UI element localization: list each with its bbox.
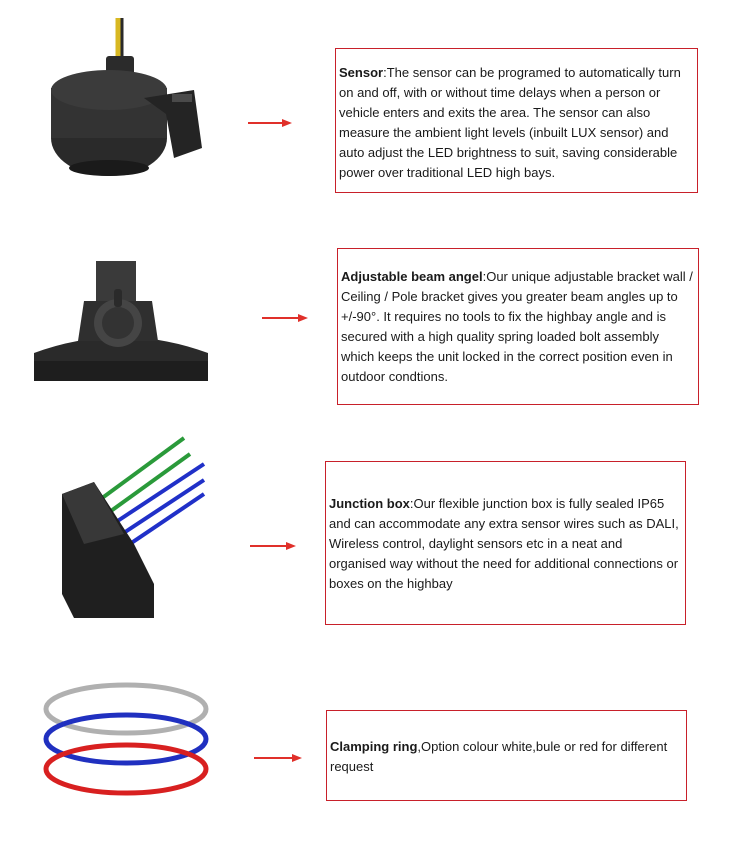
sensor-product-image bbox=[44, 18, 210, 188]
feature-box-adjustable-beam: Adjustable beam angel:Our unique adjustable bracket wall / Ceiling / Pole bracket gives you greater beam angles up to +/-90°. It requires no tools to fix the highbay angle and is secured with a high quality spring loaded bolt assembly which keeps the unit locked in the correct position even in outdoor condtions. bbox=[337, 248, 699, 405]
feature-box-sensor: Sensor:The sensor can be programed to automatically turn on and off, with or without time delays when a person or vehicle enters and exits the area. The sensor can also measure the ambient light levels (inbuilt LUX sensor) and auto adjust the LED brightness to suit, saving considerable power over traditional LED high bays. bbox=[335, 48, 698, 193]
junction-box-image bbox=[54, 434, 208, 618]
feature-description: Our unique adjustable bracket wall / Ceiling / Pole bracket gives you greater beam angles up to +/-90°. It requires no tools to fix the highbay angle and is secured with a high quality spring loaded bolt assembly which keeps the unit locked in the correct position even in outdoor condtions. bbox=[341, 269, 693, 384]
clamping-ring-image bbox=[40, 675, 212, 803]
feature-title: Clamping ring bbox=[330, 739, 418, 754]
arrow-right-icon bbox=[254, 753, 302, 763]
feature-title: Adjustable beam angel bbox=[341, 269, 483, 284]
feature-description: The sensor can be programed to automatically turn on and off, with or without time delays when a person or vehicle enters and exits the area. The sensor can also measure the ambient light levels (inbuilt LUX sensor) and auto adjust the LED brightness to suit, saving considerable power over traditional LED high bays. bbox=[339, 65, 681, 180]
feature-title: Sensor bbox=[339, 65, 384, 80]
adjustable-bracket-image bbox=[34, 261, 208, 381]
feature-box-clamping-ring: Clamping ring,Option colour white,bule or red for different request bbox=[326, 710, 687, 801]
feature-title: Junction box bbox=[329, 496, 410, 511]
feature-description: Option colour white,bule or red for different request bbox=[330, 739, 668, 774]
arrow-right-icon bbox=[262, 313, 308, 323]
arrow-right-icon bbox=[250, 541, 296, 551]
feature-description: Our flexible junction box is fully sealed IP65 and can accommodate any extra sensor wires such as DALI, Wireless control, daylight sensors etc in a neat and organised way without the need for additional connections or boxes on the highbay bbox=[329, 496, 679, 591]
feature-box-junction-box: Junction box:Our flexible junction box is fully sealed IP65 and can accommodate any extra sensor wires such as DALI, Wireless control, daylight sensors etc in a neat and organised way without the need for additional connections or boxes on the highbay bbox=[325, 461, 686, 625]
arrow-right-icon bbox=[248, 118, 292, 128]
